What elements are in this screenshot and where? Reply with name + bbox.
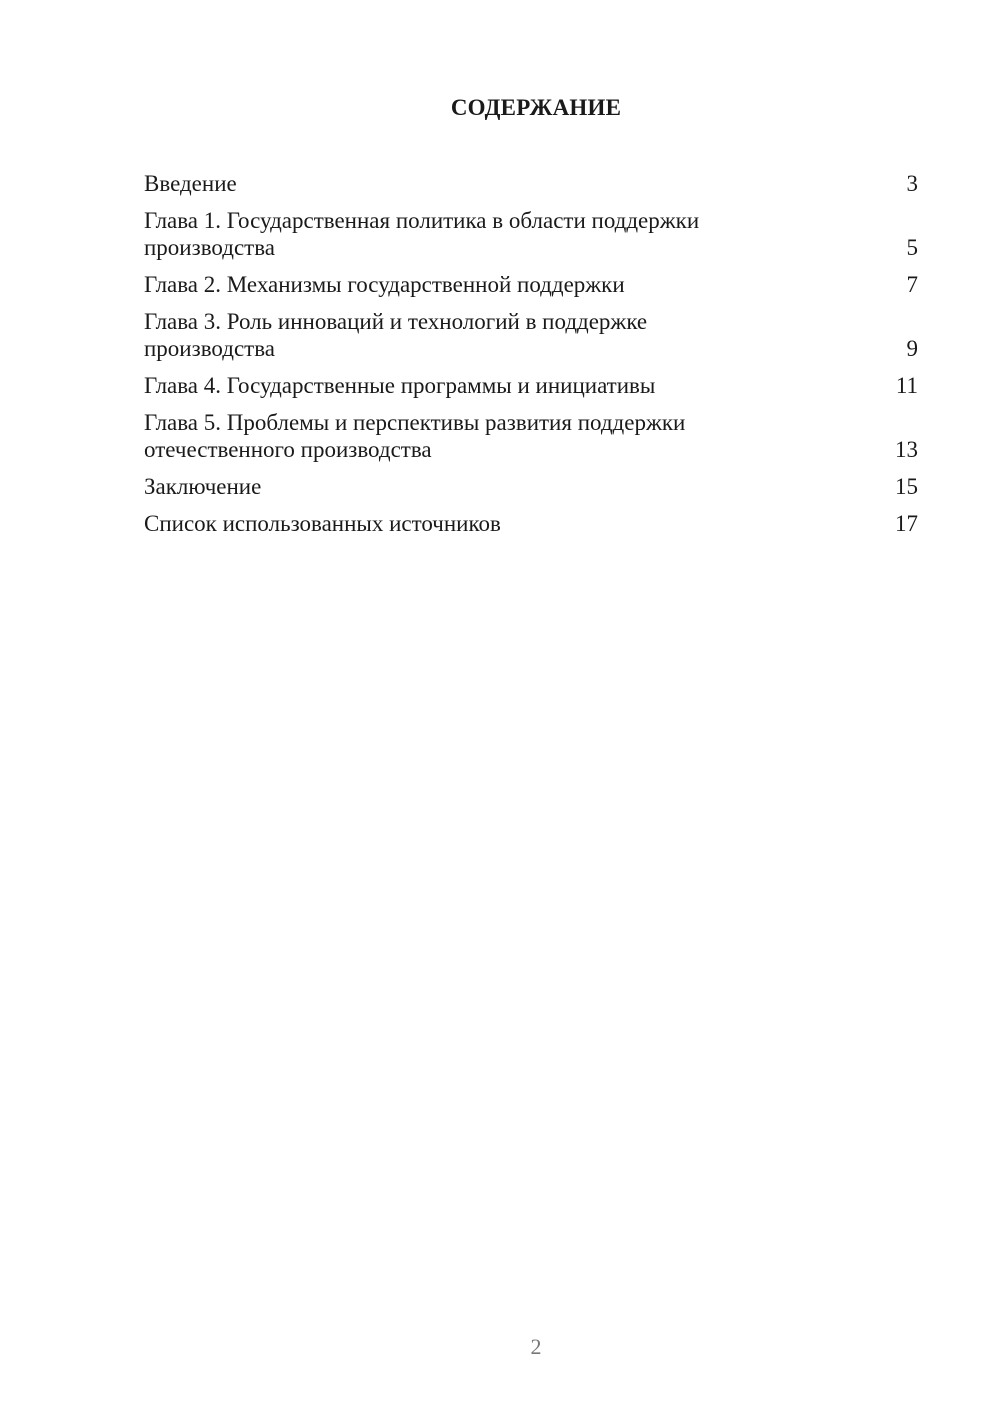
toc-entry-chapter-2 bbox=[144, 271, 918, 298]
toc-entry-title: Глава 3. Роль инноваций и технологий в поддержке производства bbox=[144, 309, 648, 361]
toc-entry-page: 5 bbox=[906, 235, 918, 260]
toc-entry-conclusion bbox=[144, 473, 918, 500]
toc-entry-title: Глава 1. Государственная политика в области поддержки производства bbox=[144, 208, 700, 260]
page-number: 2 bbox=[530, 1334, 542, 1359]
toc-entry-title: Глава 5. Проблемы и перспективы развития поддержки отечественного производства bbox=[144, 410, 686, 462]
toc-entry-page: 7 bbox=[906, 272, 918, 297]
toc-entry-page: 13 bbox=[895, 437, 918, 462]
toc-title: СОДЕРЖАНИЕ bbox=[450, 95, 622, 120]
toc-entry-references bbox=[144, 510, 918, 537]
toc-entry-page: 11 bbox=[895, 373, 918, 398]
toc-entry-title: Список использованных источников bbox=[144, 511, 501, 536]
toc-entry-chapter-3 bbox=[144, 308, 918, 362]
toc-entry-page: 17 bbox=[895, 511, 918, 536]
table-of-contents bbox=[144, 170, 918, 547]
toc-entry-title: Введение bbox=[144, 171, 237, 196]
toc-entry-chapter-4 bbox=[144, 372, 918, 399]
toc-entry-title: Заключение bbox=[144, 474, 262, 499]
toc-entry-chapter-1 bbox=[144, 207, 918, 261]
toc-entry-title: Глава 4. Государственные программы и инициативы bbox=[144, 373, 656, 398]
toc-entry-page: 15 bbox=[895, 474, 918, 499]
toc-entry-title: Глава 2. Механизмы государственной поддержки bbox=[144, 272, 625, 297]
toc-entry-page: 3 bbox=[906, 171, 918, 196]
toc-entry-introduction bbox=[144, 170, 918, 197]
toc-entry-chapter-5 bbox=[144, 409, 918, 463]
toc-entry-page: 9 bbox=[906, 336, 918, 361]
